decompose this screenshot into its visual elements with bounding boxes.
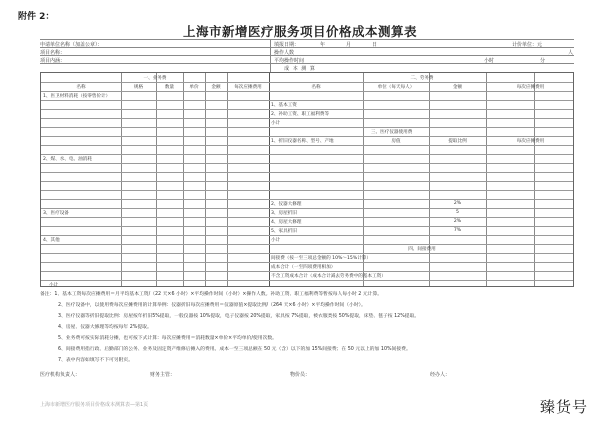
item-other: 4、其他 bbox=[43, 238, 60, 243]
equip-furniture-depreciation-ratio: 7% bbox=[453, 228, 462, 233]
equip-col-per-use: 每次应摊费用 bbox=[516, 139, 545, 144]
labor-subtotal: 小计 bbox=[271, 121, 281, 126]
section-labor-fee: 二、劳务费 bbox=[410, 76, 434, 81]
note-5: 5、业务费可按实际消耗分摊，也可按下式计算：每次应摊费用＝消耗数量×单价×平均单价/使用次数。 bbox=[58, 336, 277, 341]
equip-furniture-depreciation: 5、家具折旧 bbox=[271, 229, 297, 234]
equip-overhaul-ratio: 2% bbox=[453, 201, 462, 206]
col-header-price: 单价 bbox=[189, 85, 199, 90]
section-indirect-fee: 四、间接费用 bbox=[408, 247, 436, 252]
labor-allowance: 2、补助工资、职工福利费等 bbox=[271, 112, 330, 117]
col-divider bbox=[429, 73, 430, 286]
equip-overhaul: 2、仪器大修理 bbox=[271, 202, 302, 207]
equip-subtotal: 小计 bbox=[271, 238, 281, 243]
note-6: 6、间接费用指行政、后勤部门的公务、业务及固定资产维修后摊入的费用。成本一至三项总额在 50 元（含）以下的加 15%间接费；在 50 元以上的加 10%间接费。 bbox=[58, 347, 411, 352]
row-divider bbox=[41, 118, 573, 119]
project-content-label: 项目内涵： bbox=[40, 58, 66, 64]
col-header-labor-amount: 金额 bbox=[452, 85, 463, 90]
row-divider bbox=[41, 217, 573, 218]
row-divider bbox=[41, 208, 573, 209]
row-divider bbox=[41, 199, 573, 200]
equip-building-overhaul: 4、房屋大修理 bbox=[271, 220, 302, 225]
note-3: 3、医疗仪器等折旧提取比例：房屋按年折旧5%提取，一般仪器按 10%提取，电子仪器按 20%提取，家具按 7%提取，被衣服类按 50%提取，床垫、毯子按 12%提取。 bbox=[58, 314, 420, 319]
hour-label: 小时 bbox=[484, 58, 495, 64]
page-title: 上海市新增医疗服务项目价格成本测算表 bbox=[182, 24, 417, 39]
col-divider bbox=[121, 73, 122, 286]
avg-time-label: 平均操作时间 bbox=[274, 58, 305, 64]
note-4: 4、房屋、仪器大修理等均按每年 2%提取。 bbox=[58, 325, 152, 330]
applicant-label: 申请单位名称（加盖公章）： bbox=[40, 42, 103, 48]
row-divider bbox=[41, 109, 573, 110]
cost-excl-salary-row: 不含工资成本合计（成本合计减去劳务费中的基本工资） bbox=[271, 274, 386, 279]
header-divider bbox=[40, 55, 574, 56]
col-divider bbox=[156, 73, 157, 286]
col-divider bbox=[227, 73, 228, 286]
row-divider bbox=[41, 244, 573, 245]
row-divider bbox=[41, 280, 573, 281]
equip-building-overhaul-ratio: 2% bbox=[453, 219, 462, 224]
row-divider bbox=[41, 154, 573, 155]
signature-handler: 经办人： bbox=[430, 372, 451, 378]
header-divider bbox=[40, 39, 574, 40]
price-unit-label: 计价单位：元 bbox=[512, 42, 543, 48]
cost-total-row: 成本合计（一至四项费用相加） bbox=[271, 265, 336, 270]
row-divider bbox=[41, 91, 573, 92]
equip-col-ratio: 提取比例 bbox=[448, 139, 467, 144]
col-header-amount: 金额 bbox=[211, 85, 221, 90]
section-business-fee: 一、业务费 bbox=[143, 76, 167, 81]
row-divider bbox=[41, 145, 573, 146]
col-divider bbox=[183, 73, 184, 286]
col-header-labor-name: 名称 bbox=[311, 85, 321, 90]
col-header-qty: 数量 bbox=[164, 85, 175, 90]
person-unit-label: 人 bbox=[568, 50, 574, 56]
note-2: 2、医疗设备中，以使用费每次应摊费用的计算举例：仪器折旧每次应摊费用＝仪器原值×提取比例/（264 天×6 小时）×平均操作时间（小时）。 bbox=[58, 303, 366, 308]
row-divider bbox=[41, 163, 573, 164]
row-divider bbox=[41, 82, 573, 83]
labor-basic-salary: 1、基本工资 bbox=[271, 103, 297, 108]
indirect-fee-row: 间接费（按一至三项总金额的 10%～15%计算） bbox=[271, 256, 371, 261]
col-header-labor-unit: 单位（每天每人） bbox=[377, 85, 415, 90]
fill-date-label: 填报日期： bbox=[274, 42, 300, 48]
col-header-name: 名称 bbox=[76, 85, 86, 90]
equip-col-value: 房值 bbox=[391, 139, 401, 144]
col-header-per-use: 每次应摊费用 bbox=[234, 85, 262, 90]
row-divider bbox=[41, 262, 573, 263]
year-label: 年 bbox=[320, 42, 326, 48]
col-divider bbox=[205, 73, 206, 286]
signature-finance: 财务主管： bbox=[150, 372, 176, 378]
watermark-text: 臻货号 bbox=[539, 398, 588, 416]
row-divider bbox=[41, 226, 573, 227]
item-utilities: 2、煤、水、电、油消耗 bbox=[43, 157, 92, 162]
equip-depreciation-item: 1、折旧仪器名称、型号、产地 bbox=[271, 139, 334, 144]
col-header-spec: 规格 bbox=[133, 85, 144, 90]
attachment-label: 附件 2： bbox=[18, 12, 55, 22]
row-divider bbox=[41, 190, 573, 191]
section-equipment-fee: 三、医疗仪器使用费 bbox=[371, 130, 413, 135]
col-header-labor-per-use: 每次应摊费用 bbox=[516, 85, 545, 90]
row-divider bbox=[41, 181, 573, 182]
item-medical-equipment: 3、医疗设备 bbox=[43, 211, 69, 216]
row-divider bbox=[41, 235, 573, 236]
note-7: 7、表中内容如填写不下可另附页。 bbox=[58, 358, 134, 363]
signature-director: 医疗机构负责人： bbox=[40, 372, 81, 378]
month-label: 月 bbox=[346, 42, 352, 48]
row-divider bbox=[41, 127, 573, 128]
cost-table bbox=[40, 72, 574, 287]
header-divider bbox=[40, 63, 574, 64]
row-divider bbox=[41, 100, 573, 101]
note-1: 备注：1、基本工资每次应摊费用＝月平均基本工资/（22 天×6 小时）×平均操作时间（小时）×操作人数。补助工资、职工福利费等暂按每人每小时 2 元计算。 bbox=[40, 292, 383, 297]
row-divider bbox=[41, 172, 573, 173]
day-label: 日 bbox=[372, 42, 378, 48]
col-divider bbox=[269, 73, 270, 286]
equip-building-depreciation: 3、房屋折旧 bbox=[271, 211, 297, 216]
row-divider bbox=[41, 253, 573, 254]
col-divider bbox=[486, 73, 487, 286]
left-subtotal: 小计 bbox=[49, 283, 59, 288]
operators-label: 操作人数 bbox=[274, 50, 295, 56]
project-name-label: 项目名称： bbox=[40, 50, 66, 56]
equip-building-depreciation-ratio: 5 bbox=[456, 210, 459, 215]
calc-header: 成 本 测 算 bbox=[284, 66, 316, 72]
row-divider bbox=[41, 271, 573, 272]
signature-price-officer: 物价员： bbox=[290, 372, 311, 378]
row-divider bbox=[41, 136, 573, 137]
page-footer: 上海市新增医疗服务项目价格成本测算表—第1页 bbox=[40, 402, 149, 408]
item-medical-materials: 1、医卫材料消耗（按零售价计） bbox=[43, 94, 111, 99]
minute-label: 分 bbox=[540, 58, 546, 64]
col-divider bbox=[534, 73, 535, 286]
header-divider bbox=[40, 47, 574, 48]
